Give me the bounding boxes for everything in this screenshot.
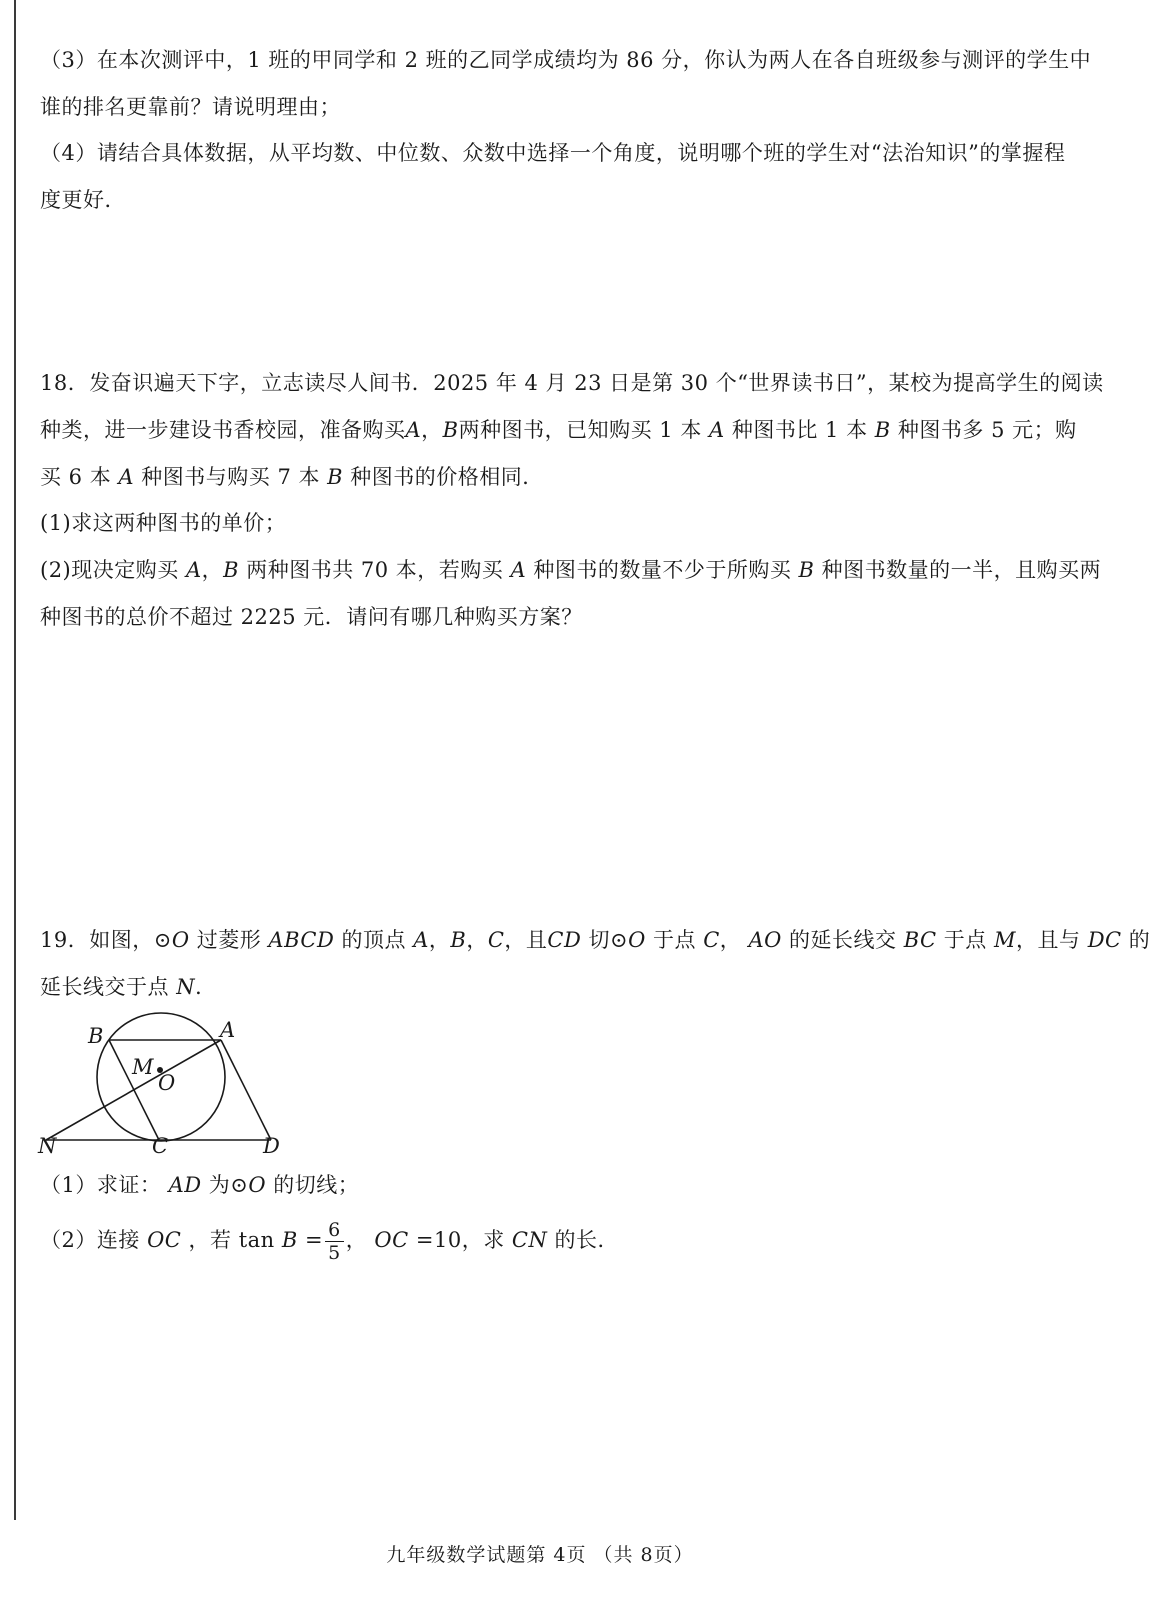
q19-line2: 延长线交于点 N． <box>40 975 217 999</box>
q18-part2-line1: (2)现决定购买 A，B 两种图书共 70 本，若购买 A 种图书的数量不少于所购买 B 种图书数量的一半，且购买两 <box>40 558 1102 582</box>
label-m: M <box>132 1055 154 1079</box>
tan-b-fraction: $\frac{6}{5}$ <box>325 1219 344 1264</box>
q18-line1: 18．发奋识遍天下字，立志读尽人间书．2025 年 4 月 23 日是第 30 个“世界读书日”，某校为提高学生的阅读 <box>40 371 1104 395</box>
q17-part4-line2: 度更好． <box>40 188 126 212</box>
label-c: C <box>152 1134 169 1158</box>
q19-line1: 19．如图，⊙O 过菱形 ABCD 的顶点 A，B，C，且CD 切⊙O 于点 C， AO 的延长线交 BC 于点 M，且与 DC 的 <box>40 928 1150 952</box>
label-b: B <box>88 1024 104 1048</box>
q17-part3-line1: （3）在本次测评中，1 班的甲同学和 2 班的乙同学成绩均为 86 分，你认为两人在各自班级参与测评的学生中 <box>40 48 1092 72</box>
q19-part1: （1）求证： AD 为⊙O 的切线； <box>40 1173 360 1197</box>
q19-geometry-figure <box>34 1015 304 1175</box>
q18-line3: 买 6 本 A 种图书与购买 7 本 B 种图书的价格相同． <box>40 465 544 489</box>
q17-part4-line1: （4）请结合具体数据，从平均数、中位数、众数中选择一个角度，说明哪个班的学生对“法治知识”的掌握程 <box>40 141 1066 165</box>
q18-part2-line2: 种图书的总价不超过 2225 元．请问有哪几种购买方案？ <box>40 605 583 629</box>
binding-margin-line <box>14 0 16 1520</box>
label-a: A <box>220 1018 236 1042</box>
q18-part1: (1)求这两种图书的单价； <box>40 511 287 535</box>
page-footer: 九年级数学试题第 4页 （共 8页） <box>386 1544 694 1566</box>
label-o: O <box>158 1071 176 1095</box>
segment-ad <box>221 1040 271 1140</box>
q18-line2: 种类，进一步建设书香校园，准备购买A，B两种图书，已知购买 1 本 A 种图书比 1 本 B 种图书多 5 元；购 <box>40 418 1077 442</box>
q19-part2: （2）连接 OC ，若 tan B = $\frac{6}{5}$ ， OC =10，求 CN 的长． <box>40 1219 620 1264</box>
label-d: D <box>263 1134 280 1158</box>
q17-part3-line2: 谁的排名更靠前？请说明理由； <box>40 95 341 119</box>
label-n: N <box>38 1134 57 1158</box>
